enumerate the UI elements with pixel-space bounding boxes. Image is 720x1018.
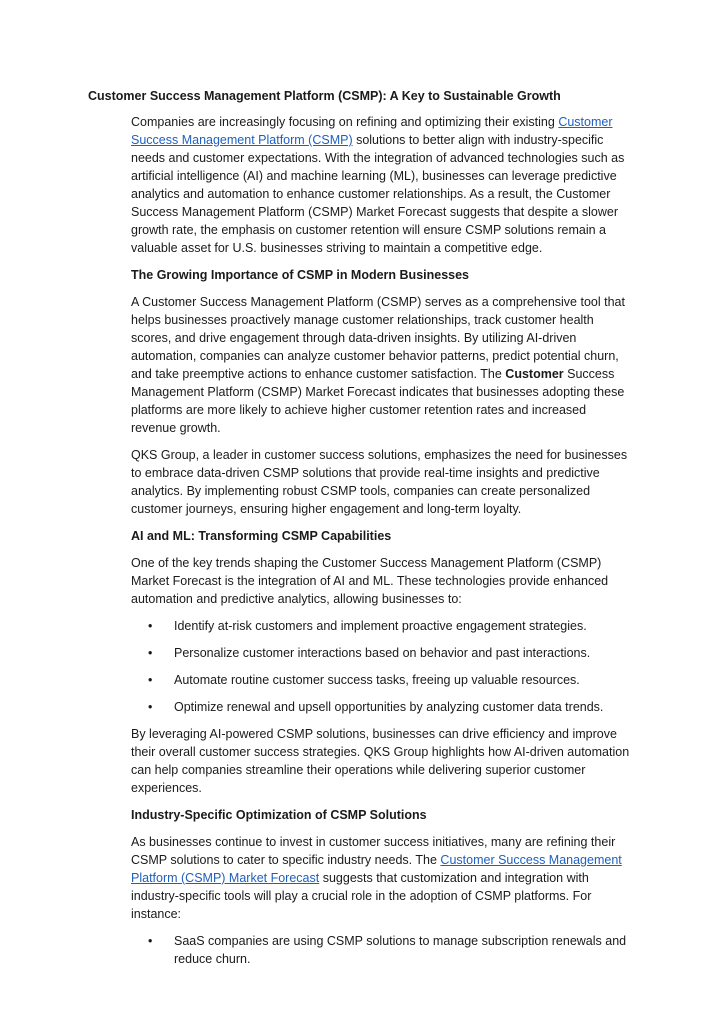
csmp-market-forecast-link[interactable]: Customer Success Management Platform (CSMP) Market Forecast [131, 853, 622, 885]
industry-text-after: suggests that customization and integration with industry-specific tools will play a crucial role in the adoption of CSMP platforms. For instance: [131, 871, 592, 921]
bullet-icon: • [148, 619, 153, 633]
industry-text-before: As businesses continue to invest in customer success initiatives, many are refining their CSMP solutions to cater to specific industry needs. The [131, 835, 616, 867]
csmp-link[interactable]: Customer Success Management Platform (CSMP) [131, 115, 613, 147]
intro-paragraph [131, 113, 631, 257]
ai-ml-bullet-list [131, 617, 631, 716]
industry-bullet-list [131, 932, 631, 968]
section-heading-industry: Industry-Specific Optimization of CSMP Solutions [131, 808, 427, 822]
list-item-text: Automate routine customer success tasks, freeing up valuable resources. [174, 673, 580, 687]
list-item [131, 617, 631, 635]
bullet-icon: • [148, 934, 153, 948]
document-body [131, 113, 631, 977]
importance-text-after: Success Management Platform (CSMP) Market Forecast indicates that businesses adopting these platforms are more likely to achieve higher customer retention rates and increased revenue growth. [131, 367, 625, 435]
section-heading-importance: The Growing Importance of CSMP in Modern Businesses [131, 268, 470, 282]
bullet-icon: • [148, 673, 153, 687]
list-item [131, 932, 631, 968]
list-item-text: Optimize renewal and upsell opportunities by analyzing customer data trends. [174, 700, 604, 714]
ai-ml-paragraph-1: One of the key trends shaping the Customer Success Management Platform (CSMP) Market Forecast is the integration of AI and ML. These technologies provide enhanced automation and predictive analytics, allowing businesses to: [131, 556, 609, 606]
importance-paragraph-1 [131, 293, 631, 437]
intro-text-before: Companies are increasingly focusing on refining and optimizing their existing [131, 115, 559, 129]
bullet-icon: • [148, 646, 153, 660]
importance-text-before: A Customer Success Management Platform (CSMP) serves as a comprehensive tool that helps businesses proactively manage customer relationships, track customer health scores, and drive engagement through data-driven insights. By utilizing AI-driven automation, companies can analyze customer behavior patterns, predict potential churn, and take preemptive actions to enhance customer satisfaction. The [131, 295, 625, 381]
list-item [131, 644, 631, 662]
intro-text-after: solutions to better align with industry-specific needs and customer expectations. With the integration of advanced technologies such as artificial intelligence (AI) and machine learning (ML), businesses can leverage predictive analytics and automation to enhance customer relationships. As a result, the Customer Success Management Platform (CSMP) Market Forecast suggests that despite a slower growth rate, the emphasis on customer retention will ensure CSMP solutions remain a valuable asset for U.S. businesses striving to maintain a competitive edge. [131, 133, 625, 255]
ai-ml-paragraph-2: By leveraging AI-powered CSMP solutions, businesses can drive efficiency and improve their overall customer success strategies. QKS Group highlights how AI-driven automation can help companies streamline their operations while delivering superior customer experiences. [131, 727, 630, 795]
importance-paragraph-2: QKS Group, a leader in customer success solutions, emphasizes the need for businesses to embrace data-driven CSMP solutions that provide real-time insights and predictive analytics. By implementing robust CSMP tools, companies can create personalized customer journeys, ensuring higher engagement and long-term loyalty. [131, 448, 628, 516]
list-item-text: Identify at-risk customers and implement proactive engagement strategies. [174, 619, 587, 633]
list-item [131, 671, 631, 689]
document-title: Customer Success Management Platform (CSMP): A Key to Sustainable Growth [88, 89, 561, 103]
bullet-icon: • [148, 700, 153, 714]
industry-paragraph-1 [131, 833, 631, 923]
section-heading-ai-ml: AI and ML: Transforming CSMP Capabilities [131, 529, 392, 543]
list-item-text: SaaS companies are using CSMP solutions to manage subscription renewals and reduce churn. [174, 934, 627, 966]
list-item [131, 698, 631, 716]
list-item-text: Personalize customer interactions based on behavior and past interactions. [174, 646, 591, 660]
importance-bold-word: Customer [505, 367, 564, 381]
